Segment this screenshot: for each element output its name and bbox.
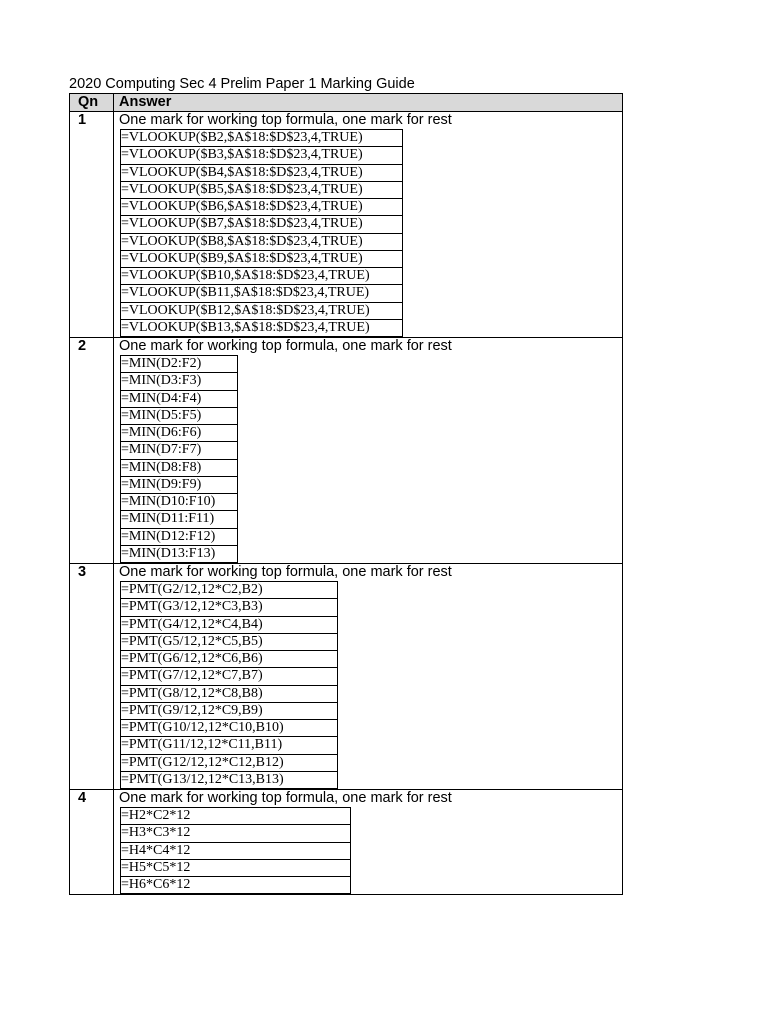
formula-cell: =VLOOKUP($B6,$A$18:$D$23,4,TRUE): [121, 199, 403, 216]
formula-cell: =PMT(G11/12,12*C11,B11): [121, 737, 338, 754]
formula-cell: =PMT(G13/12,12*C13,B13): [121, 771, 338, 788]
marking-instruction: One mark for working top formula, one mark for rest: [119, 338, 452, 354]
formula-cell: =PMT(G5/12,12*C5,B5): [121, 633, 338, 650]
formula-cell: =VLOOKUP($B3,$A$18:$D$23,4,TRUE): [121, 147, 403, 164]
formula-cell: =MIN(D9:F9): [121, 476, 238, 493]
formula-cell: =VLOOKUP($B13,$A$18:$D$23,4,TRUE): [121, 319, 403, 336]
question-row: [70, 564, 623, 790]
marking-instruction: One mark for working top formula, one mark for rest: [119, 790, 452, 806]
marking-instruction: One mark for working top formula, one mark for rest: [119, 112, 452, 128]
formula-cell: =MIN(D4:F4): [121, 390, 238, 407]
formula-row: [121, 859, 351, 876]
formula-row: [121, 216, 403, 233]
answer-header: Answer: [114, 94, 623, 112]
formula-cell: =VLOOKUP($B8,$A$18:$D$23,4,TRUE): [121, 233, 403, 250]
formula-row: [121, 285, 403, 302]
question-number: 4: [70, 790, 114, 895]
question-row: [70, 790, 623, 895]
formula-cell: =H2*C2*12: [121, 808, 351, 825]
question-number: 3: [70, 564, 114, 790]
formula-cell: =MIN(D12:F12): [121, 528, 238, 545]
formula-row: [121, 494, 238, 511]
qn-header: Qn: [70, 94, 114, 112]
formula-cell: =MIN(D5:F5): [121, 407, 238, 424]
formula-row: [121, 720, 338, 737]
formula-row: [121, 808, 351, 825]
formula-row: [121, 476, 238, 493]
formula-row: [121, 702, 338, 719]
marking-guide-table: [69, 93, 623, 895]
formula-row: [121, 147, 403, 164]
formula-cell: =PMT(G8/12,12*C8,B8): [121, 685, 338, 702]
formula-row: [121, 442, 238, 459]
formula-cell: =VLOOKUP($B5,$A$18:$D$23,4,TRUE): [121, 181, 403, 198]
formula-cell: =VLOOKUP($B12,$A$18:$D$23,4,TRUE): [121, 302, 403, 319]
formula-row: [121, 233, 403, 250]
formula-cell: =PMT(G10/12,12*C10,B10): [121, 720, 338, 737]
formula-row: [121, 582, 338, 599]
formula-row: [121, 199, 403, 216]
answer-cell: [114, 338, 623, 564]
formula-cell: =MIN(D11:F11): [121, 511, 238, 528]
formula-row: [121, 842, 351, 859]
formula-cell: =MIN(D2:F2): [121, 356, 238, 373]
formula-cell: =MIN(D8:F8): [121, 459, 238, 476]
formula-row: [121, 599, 338, 616]
formula-row: [121, 685, 338, 702]
formula-row: [121, 356, 238, 373]
formula-row: [121, 319, 403, 336]
formula-cell: =VLOOKUP($B4,$A$18:$D$23,4,TRUE): [121, 164, 403, 181]
formula-row: [121, 877, 351, 894]
formula-row: [121, 181, 403, 198]
formula-row: [121, 771, 338, 788]
formula-cell: =PMT(G4/12,12*C4,B4): [121, 616, 338, 633]
question-row: [70, 338, 623, 564]
formula-row: [121, 545, 238, 562]
formula-row: [121, 737, 338, 754]
formula-cell: =MIN(D6:F6): [121, 425, 238, 442]
document-title: 2020 Computing Sec 4 Prelim Paper 1 Marking Guide: [69, 76, 415, 92]
formula-row: [121, 407, 238, 424]
formula-row: [121, 511, 238, 528]
formula-row: [121, 373, 238, 390]
formula-row: [121, 390, 238, 407]
formula-table: [120, 355, 238, 563]
formula-row: [121, 825, 351, 842]
formula-table: [120, 129, 403, 337]
formula-cell: =PMT(G9/12,12*C9,B9): [121, 702, 338, 719]
formula-row: [121, 130, 403, 147]
formula-table: [120, 581, 338, 789]
formula-row: [121, 459, 238, 476]
formula-table: [120, 807, 351, 894]
formula-cell: =MIN(D7:F7): [121, 442, 238, 459]
question-number: 1: [70, 112, 114, 338]
formula-cell: =VLOOKUP($B10,$A$18:$D$23,4,TRUE): [121, 268, 403, 285]
formula-cell: =MIN(D10:F10): [121, 494, 238, 511]
header-row: [70, 94, 623, 112]
formula-row: [121, 250, 403, 267]
formula-row: [121, 668, 338, 685]
answer-cell: [114, 112, 623, 338]
formula-cell: =H4*C4*12: [121, 842, 351, 859]
formula-cell: =PMT(G3/12,12*C3,B3): [121, 599, 338, 616]
formula-row: [121, 425, 238, 442]
formula-cell: =VLOOKUP($B7,$A$18:$D$23,4,TRUE): [121, 216, 403, 233]
marking-instruction: One mark for working top formula, one mark for rest: [119, 564, 452, 580]
formula-cell: =H3*C3*12: [121, 825, 351, 842]
formula-cell: =MIN(D3:F3): [121, 373, 238, 390]
formula-cell: =PMT(G2/12,12*C2,B2): [121, 582, 338, 599]
formula-cell: =H6*C6*12: [121, 877, 351, 894]
formula-cell: =VLOOKUP($B2,$A$18:$D$23,4,TRUE): [121, 130, 403, 147]
questions-body: [70, 112, 623, 895]
formula-row: [121, 164, 403, 181]
formula-cell: =VLOOKUP($B9,$A$18:$D$23,4,TRUE): [121, 250, 403, 267]
formula-row: [121, 528, 238, 545]
formula-row: [121, 302, 403, 319]
answer-cell: [114, 790, 623, 895]
formula-cell: =PMT(G7/12,12*C7,B7): [121, 668, 338, 685]
answer-cell: [114, 564, 623, 790]
question-number: 2: [70, 338, 114, 564]
formula-row: [121, 268, 403, 285]
question-row: [70, 112, 623, 338]
formula-row: [121, 633, 338, 650]
formula-row: [121, 651, 338, 668]
formula-cell: =PMT(G6/12,12*C6,B6): [121, 651, 338, 668]
formula-cell: =H5*C5*12: [121, 859, 351, 876]
formula-cell: =VLOOKUP($B11,$A$18:$D$23,4,TRUE): [121, 285, 403, 302]
formula-row: [121, 616, 338, 633]
formula-row: [121, 754, 338, 771]
formula-cell: =PMT(G12/12,12*C12,B12): [121, 754, 338, 771]
formula-cell: =MIN(D13:F13): [121, 545, 238, 562]
